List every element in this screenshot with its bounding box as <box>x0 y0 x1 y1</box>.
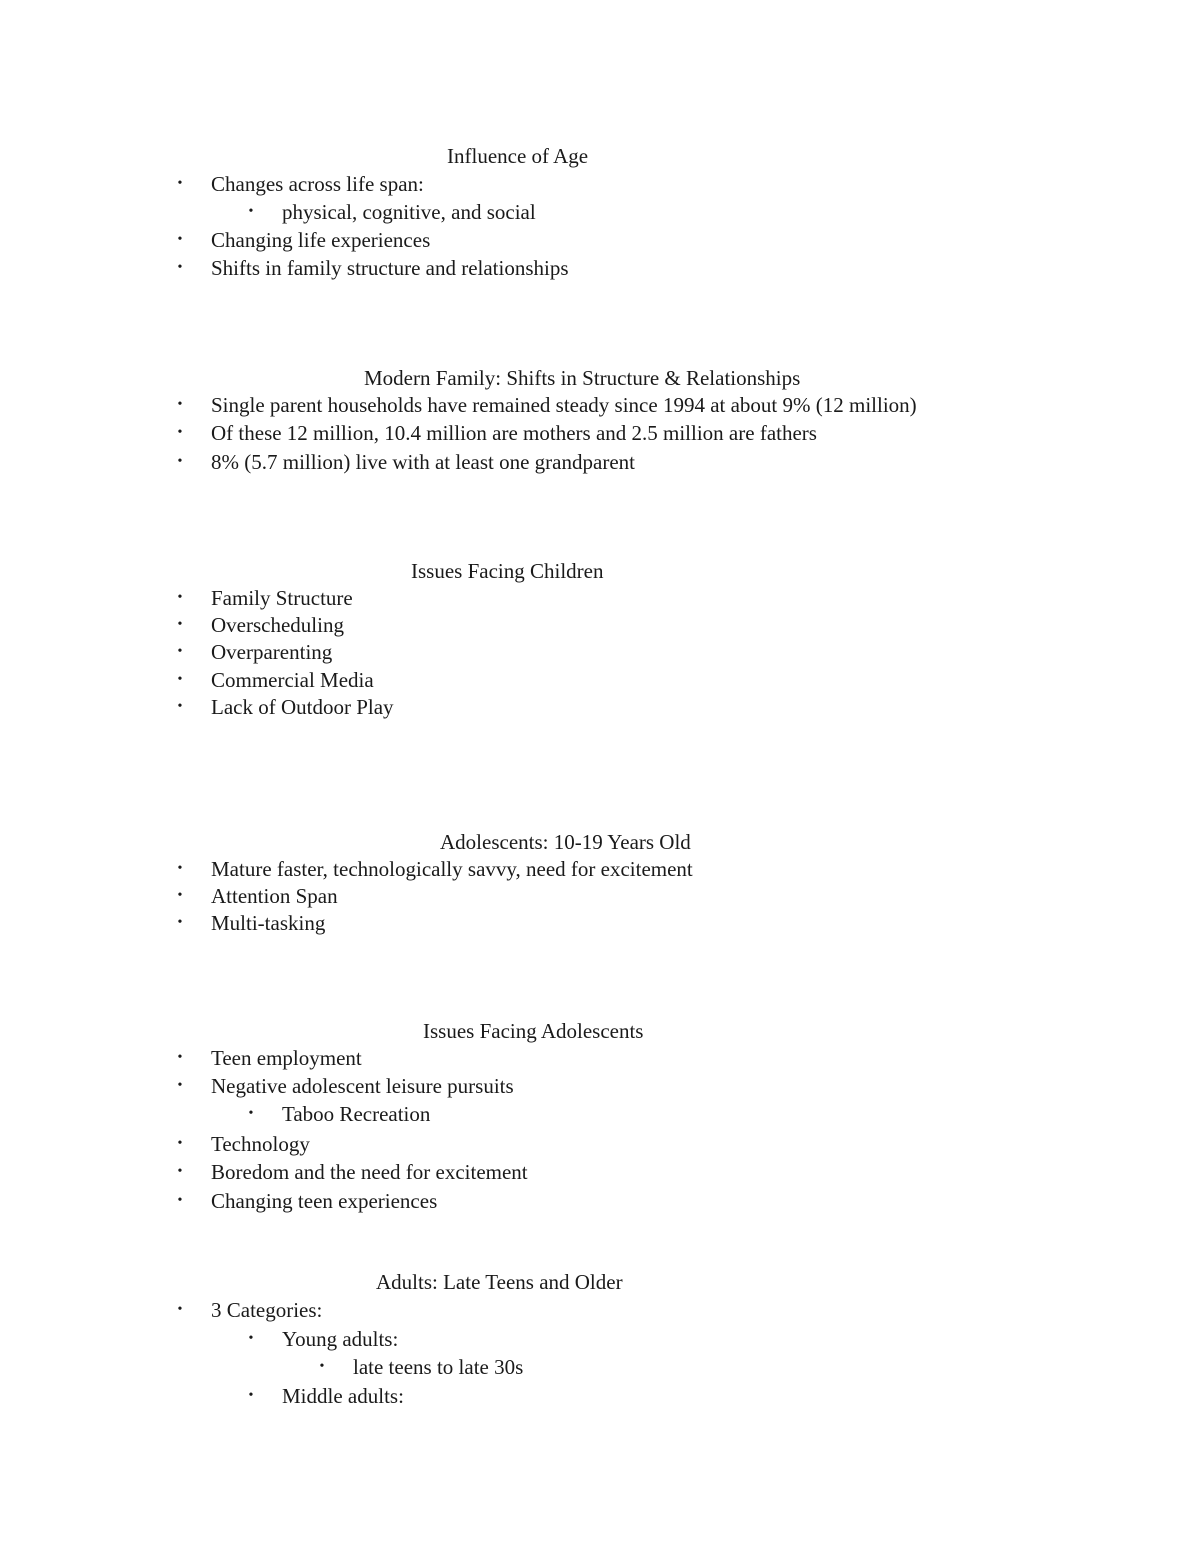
bullet-icon: • <box>177 1078 183 1093</box>
bullet-icon: • <box>177 232 183 247</box>
bullet-icon: • <box>177 644 183 659</box>
bullet-icon: • <box>177 1136 183 1151</box>
bullet-icon: • <box>177 1193 183 1208</box>
bullet-icon: • <box>177 590 183 605</box>
section-heading: Influence of Age <box>447 144 589 168</box>
bullet-icon: • <box>319 1359 325 1374</box>
bullet-icon: • <box>177 617 183 632</box>
bullet-icon: • <box>248 1388 254 1403</box>
bullet-icon: • <box>177 699 183 714</box>
bullet-icon: • <box>248 1331 254 1346</box>
bullet-icon: • <box>177 1164 183 1179</box>
section-heading: Adults: Late Teens and Older <box>376 1270 623 1294</box>
bullet-icon: • <box>177 1050 183 1065</box>
bullet-icon: • <box>248 1106 254 1121</box>
bullet-icon: • <box>177 260 183 275</box>
section-heading: Issues Facing Adolescents <box>423 1019 644 1043</box>
bullet-icon: • <box>177 425 183 440</box>
bullet-icon: • <box>248 204 254 219</box>
section-heading: Issues Facing Children <box>411 559 604 583</box>
bullet-icon: • <box>177 915 183 930</box>
bullet-icon: • <box>177 1302 183 1317</box>
bullet-icon: • <box>177 454 183 469</box>
bullet-icon: • <box>177 861 183 876</box>
bullet-icon: • <box>177 672 183 687</box>
bullet-icon: • <box>177 888 183 903</box>
bullet-icon: • <box>177 176 183 191</box>
section-heading: Adolescents: 10-19 Years Old <box>440 830 691 854</box>
section-heading: Modern Family: Shifts in Structure & Relationships <box>364 366 801 390</box>
bullet-icon: • <box>177 397 183 412</box>
